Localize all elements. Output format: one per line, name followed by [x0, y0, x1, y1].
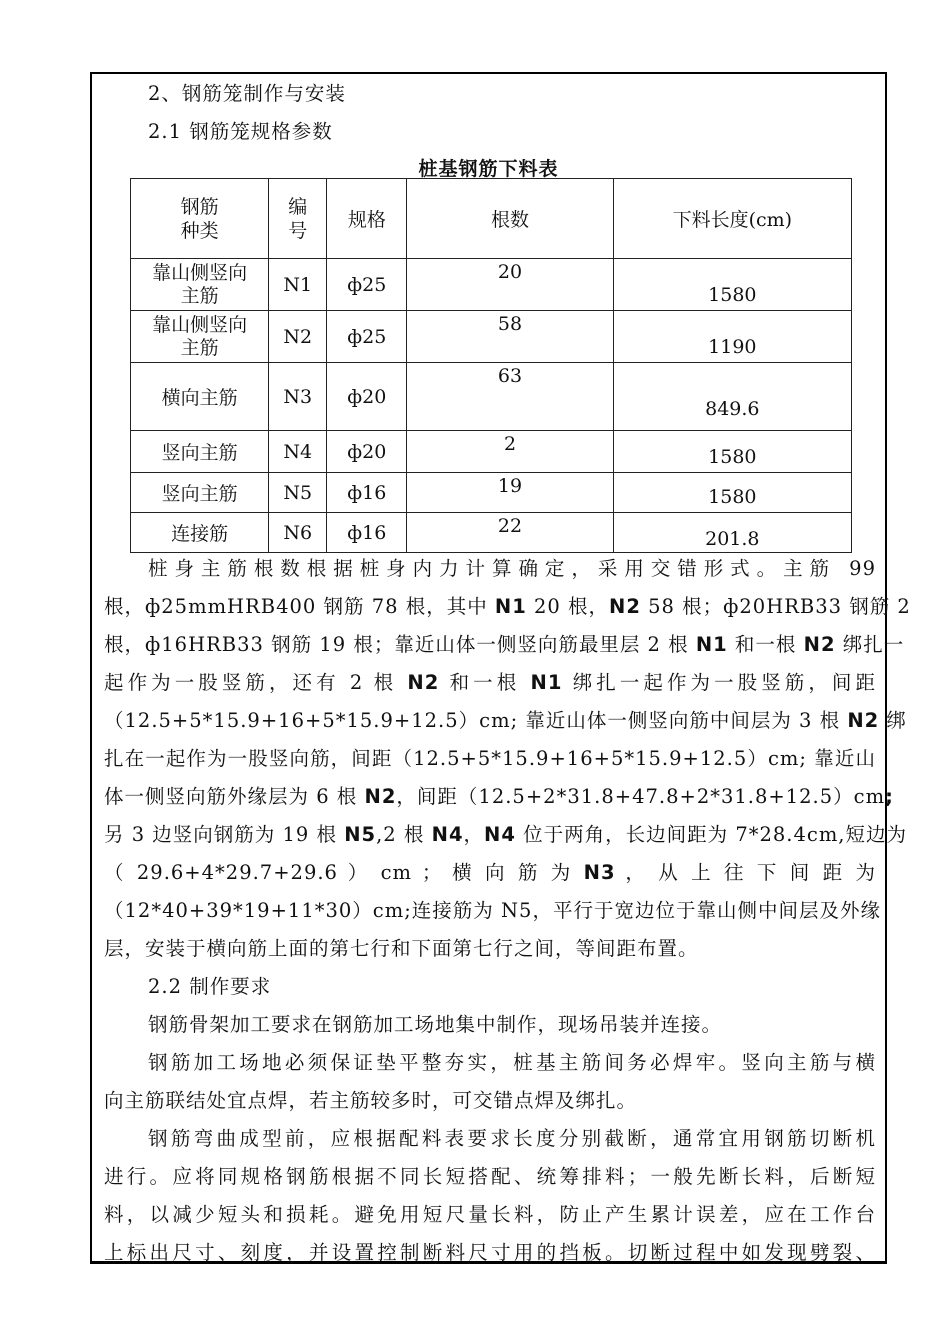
paragraph-4-line: 料，以减少短头和损耗。避免用短尺量长料，防止产生累计误差，应在工作台 [104, 1203, 876, 1226]
section-heading: 2、钢筋笼制作与安装 [148, 82, 346, 105]
paragraph-1-line: 层，安装于横向筋上面的第七行和下面第七行之间，等间距布置。 [104, 937, 699, 960]
paragraph-4-line: 钢筋弯曲成型前，应根据配料表要求长度分别截断，通常宜用钢筋切断机 [148, 1127, 876, 1150]
cell-id: N5 [269, 473, 327, 513]
cell-id: N1 [269, 259, 327, 311]
header-id: 编 号 [269, 179, 327, 259]
cell-spec: ф16 [327, 473, 407, 513]
cell-kind: 靠山侧竖向 主筋 [131, 311, 269, 363]
cell-count: 22 [407, 513, 613, 553]
paragraph-1-line: 桩身主筋根数根据桩身内力计算确定，采用交错形式。主筋 99 [148, 557, 876, 580]
cell-spec: ф25 [327, 311, 407, 363]
table-caption: 桩基钢筋下料表 [418, 158, 559, 180]
table-row [131, 513, 852, 553]
cell-kind: 竖向主筋 [131, 431, 269, 473]
table-header-row [131, 179, 852, 259]
paragraph-1-line: 根，ф16HRB33 钢筋 19 根；靠近山体一侧竖向筋最里层 2 根 N1 和一根 N2 绑扎一 [104, 633, 905, 656]
cell-count: 19 [407, 473, 613, 513]
cell-length: 1190 [613, 311, 851, 363]
subsection-heading-spec: 2.1 钢筋笼规格参数 [148, 120, 333, 143]
cell-length: 1580 [613, 473, 851, 513]
paragraph-4-line: 上标出尺寸、刻度，并设置控制断料尺寸用的挡板。切断过程中如发现劈裂、 [104, 1241, 876, 1264]
table-row [131, 311, 852, 363]
table-row [131, 431, 852, 473]
cell-count: 2 [407, 431, 613, 473]
cell-count: 20 [407, 259, 613, 311]
cell-id: N2 [269, 311, 327, 363]
paragraph-1-line: 根，ф25mmHRB400 钢筋 78 根，其中 N1 20 根，N2 58 根；ф20HRB33 钢筋 2 [104, 595, 911, 618]
cell-id: N3 [269, 363, 327, 431]
header-kind: 钢筋 种类 [131, 179, 269, 259]
paragraph-4-line: 进行。应将同规格钢筋根据不同长短搭配、统筹排料；一般先断长料，后断短 [104, 1165, 876, 1188]
cell-kind: 横向主筋 [131, 363, 269, 431]
paragraph-3-line: 向主筋联结处宜点焊，若主筋较多时，可交错点焊及绑扎。 [104, 1089, 638, 1112]
paragraph-1-line: （12.5+5*15.9+16+5*15.9+12.5）cm; 靠近山体一侧竖向筋中间层为 3 根 N2 绑 [104, 709, 907, 732]
table-row [131, 473, 852, 513]
cell-count: 58 [407, 311, 613, 363]
cell-kind: 靠山侧竖向 主筋 [131, 259, 269, 311]
cell-count: 63 [407, 363, 613, 431]
header-count: 根数 [407, 179, 613, 259]
paragraph-1-line: 起作为一股竖筋，还有 2 根 N2 和一根 N1 绑扎一起作为一股竖筋，间距 [104, 671, 876, 694]
rebar-cutting-table [130, 178, 852, 553]
table-row [131, 259, 852, 311]
cell-length: 201.8 [613, 513, 851, 553]
paragraph-1-line: （12*40+39*19+11*30）cm;连接筋为 N5，平行于宽边位于靠山侧中间层及外缘 [104, 899, 881, 922]
paragraph-1-line: 另 3 边竖向钢筋为 19 根 N5,2 根 N4，N4 位于两角，长边间距为 7*28.4cm,短边为 [104, 823, 908, 846]
paragraph-1-line: 体一侧竖向筋外缘层为 6 根 N2，间距（12.5+2*31.8+47.8+2*31.8+12.5）cm; [104, 785, 894, 808]
cell-spec: ф20 [327, 431, 407, 473]
cell-spec: ф20 [327, 363, 407, 431]
document-frame [90, 72, 911, 1264]
cell-spec: ф25 [327, 259, 407, 311]
cell-length: 1580 [613, 431, 851, 473]
cell-id: N4 [269, 431, 327, 473]
cell-spec: ф16 [327, 513, 407, 553]
cell-kind: 连接筋 [131, 513, 269, 553]
subsection-heading-make: 2.2 制作要求 [148, 975, 272, 998]
cell-kind: 竖向主筋 [131, 473, 269, 513]
header-spec: 规格 [327, 179, 407, 259]
table-row [131, 363, 852, 431]
paragraph-3-line: 钢筋加工场地必须保证垫平整夯实，桩基主筋间务必焊牢。竖向主筋与横 [148, 1051, 876, 1074]
cell-length: 1580 [613, 259, 851, 311]
header-length: 下料长度(cm) [613, 179, 851, 259]
paragraph-1-line: （ 29.6+4*29.7+29.6 ） cm ； 横 向 筋 为 N3 ， 从 上 往 下 间 距 为 [104, 861, 876, 884]
paragraph-1-line: 扎在一起作为一股竖向筋，间距（12.5+5*15.9+16+5*15.9+12.5）cm; 靠近山 [104, 747, 876, 770]
paragraph-2: 钢筋骨架加工要求在钢筋加工场地集中制作，现场吊装并连接。 [148, 1013, 723, 1036]
cell-length: 849.6 [613, 363, 851, 431]
cell-id: N6 [269, 513, 327, 553]
